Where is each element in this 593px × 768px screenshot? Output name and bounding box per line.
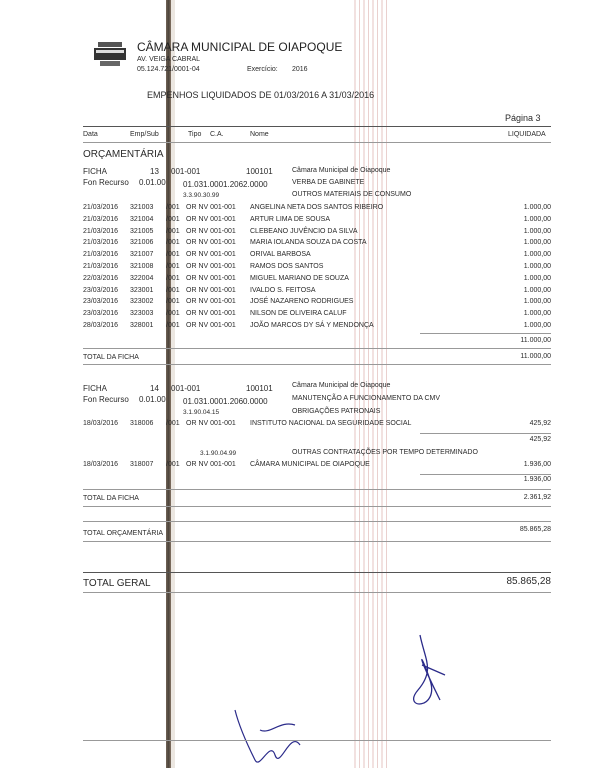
ficha-code: 001-001 [171, 167, 201, 176]
ficha-number: 13 [150, 167, 159, 176]
row-name: ARTUR LIMA DE SOUSA [250, 215, 331, 223]
ficha2-subtotal-2: 1.936,00 [523, 476, 551, 483]
row-value: 1.000,00 [523, 227, 551, 235]
row-sub: /001 [166, 298, 180, 306]
ficha1-total-label: TOTAL DA FICHA [83, 354, 139, 361]
program-code: 01.031.0001.2060.0000 [183, 397, 268, 406]
element-code: 3.1.90.04.99 [200, 450, 237, 457]
ficha2-total: 2.361,92 [523, 494, 551, 501]
municipal-crest [92, 40, 128, 68]
table-row [0, 275, 593, 286]
table-row [0, 310, 593, 321]
table-row [0, 228, 593, 239]
row-value: 1.000,00 [523, 322, 551, 329]
row-type: OR NV 001-001 [186, 215, 236, 223]
row-value: 425,92 [529, 420, 551, 427]
ficha1-total-rule [83, 348, 551, 349]
ficha-number: 14 [150, 384, 159, 393]
col-ca: C.A. [210, 131, 224, 138]
row-value: 1.936,00 [523, 461, 551, 468]
row-value: 1.000,00 [523, 239, 551, 247]
row-value: 1.000,00 [523, 310, 551, 318]
table-row [0, 263, 593, 274]
row-name: INSTITUTO NACIONAL DA SEGURIDADE SOCIAL [250, 420, 412, 427]
row-emp: 323001 [130, 286, 154, 294]
element-code: 3.3.90.30.99 [183, 192, 220, 199]
table-row [0, 420, 593, 431]
table-row [0, 251, 593, 262]
row-type: OR NV 001-001 [186, 310, 236, 318]
col-date: Data [83, 131, 98, 138]
col-name: Nome [250, 131, 269, 138]
element-name: OUTRAS CONTRATAÇÕES POR TEMPO DETERMINADO [292, 449, 478, 456]
row-sub: /001 [166, 461, 180, 468]
table-row [0, 287, 593, 298]
orcamentaria-rule [83, 521, 551, 522]
row-value: 1.000,00 [523, 286, 551, 294]
table-row [0, 204, 593, 215]
element-code: 3.1.90.04.15 [183, 409, 220, 416]
row-type: OR NV 001-001 [186, 263, 236, 270]
row-emp: 323002 [130, 298, 154, 306]
row-value: 1.000,00 [523, 204, 551, 211]
program-name: VERBA DE GABINETE [292, 179, 365, 186]
col-liquidated: LIQUIDADA [508, 131, 546, 138]
program-code: 01.031.0001.2062.0000 [183, 180, 268, 189]
cnpj: 05.124.721/0001-04 [137, 66, 200, 73]
row-type: OR NV 001-001 [186, 251, 236, 259]
ficha1-total-bottom-rule [83, 364, 551, 365]
table-row [0, 322, 593, 333]
program-name: MANUTENÇÃO A FUNCIONAMENTO DA CMV [292, 395, 441, 402]
row-sub: /001 [166, 322, 180, 329]
ficha-unit-name: Câmara Municipal de Oiapoque [292, 382, 391, 389]
row-sub: /001 [166, 310, 180, 318]
row-sub: /001 [166, 286, 180, 294]
element-name: OBRIGAÇÕES PATRONAIS [292, 408, 381, 415]
row-date: 22/03/2016 [83, 274, 119, 282]
signature-bottom [230, 700, 320, 765]
address: AV. VEIGA CABRAL [137, 56, 201, 63]
page-number: Página 3 [505, 113, 541, 123]
row-name: ANGELINA NETA DOS SANTOS RIBEIRO [250, 204, 384, 211]
ficha-unit: 100101 [246, 167, 273, 176]
row-date: 21/03/2016 [83, 263, 119, 270]
ficha2-total-label: TOTAL DA FICHA [83, 495, 139, 502]
row-sub: /001 [166, 274, 180, 282]
ficha1-subtotal: 11.000,00 [520, 337, 551, 344]
orcamentaria-bottom-rule [83, 541, 551, 542]
row-date: 21/03/2016 [83, 251, 119, 259]
header-rule [83, 126, 551, 127]
total-orcamentaria: 85.865,28 [519, 526, 551, 533]
fon-recurso-label: Fon Recurso [83, 178, 129, 187]
report-title: EMPENHOS LIQUIDADOS DE 01/03/2016 A 31/03/2016 [147, 90, 375, 100]
ficha-label: FICHA [83, 384, 107, 393]
row-sub: /001 [166, 227, 180, 235]
table-row [0, 298, 593, 309]
subtotal-rule [420, 433, 551, 434]
row-value: 1.000,00 [523, 215, 551, 223]
row-value: 1.000,00 [523, 263, 551, 270]
row-date: 21/03/2016 [83, 204, 119, 211]
row-type: OR NV 001-001 [186, 298, 236, 306]
section-title: ORÇAMENTÁRIA [83, 149, 164, 160]
exercise-year: 2016 [292, 66, 308, 73]
table-row [0, 216, 593, 227]
footer-rule [83, 740, 551, 741]
ficha2-total-rule [83, 489, 551, 490]
row-name: CÂMARA MUNICIPAL DE OIAPOQUE [250, 461, 370, 468]
ficha2-total-bottom-rule [83, 506, 551, 507]
row-emp: 318006 [130, 420, 154, 427]
row-name: IVALDO S. FEITOSA [250, 286, 316, 294]
row-emp: 321005 [130, 227, 154, 235]
row-name: MIGUEL MARIANO DE SOUZA [250, 274, 349, 282]
column-rule [83, 142, 551, 143]
row-sub: /001 [166, 251, 180, 259]
row-value: 1.000,00 [523, 298, 551, 306]
row-emp: 321004 [130, 215, 154, 223]
total-geral-rule [83, 572, 551, 573]
row-emp: 321007 [130, 251, 154, 259]
total-geral: 85.865,28 [506, 576, 551, 587]
fon-recurso-label: Fon Recurso [83, 395, 129, 404]
ficha-label: FICHA [83, 167, 107, 176]
row-type: OR NV 001-001 [186, 274, 236, 282]
row-type: OR NV 001-001 [186, 227, 236, 235]
row-date: 23/03/2016 [83, 298, 119, 306]
row-date: 23/03/2016 [83, 286, 119, 294]
row-emp: 323003 [130, 310, 154, 318]
institution-name: CÂMARA MUNICIPAL DE OIAPOQUE [137, 40, 343, 54]
ficha-unit-name: Câmara Municipal de Oiapoque [292, 167, 391, 174]
row-date: 21/03/2016 [83, 215, 119, 223]
table-row [0, 461, 593, 472]
table-row [0, 239, 593, 250]
row-date: 21/03/2016 [83, 227, 119, 235]
ficha2-subtotal-1: 425,92 [529, 436, 551, 443]
fon-recurso-value: 0.01.00 [139, 395, 166, 404]
subtotal-rule [420, 333, 551, 334]
ficha1-total: 11.000,00 [520, 353, 551, 360]
exercise-label: Exercício: [247, 66, 278, 73]
row-emp: 321003 [130, 204, 154, 211]
row-type: OR NV 001-001 [186, 461, 236, 468]
row-name: JOSÉ NAZARENO RODRIGUES [250, 298, 354, 306]
row-name: JOÃO MARCOS DY SÁ Y MENDONÇA [250, 322, 374, 329]
row-date: 21/03/2016 [83, 239, 119, 247]
row-type: OR NV 001-001 [186, 322, 236, 329]
row-type: OR NV 001-001 [186, 204, 236, 211]
signature-right [400, 630, 460, 720]
row-value: 1.000,00 [523, 251, 551, 259]
row-emp: 322004 [130, 274, 154, 282]
row-date: 18/03/2016 [83, 420, 119, 427]
col-emp: Emp/Sub [130, 131, 159, 138]
row-type: OR NV 001-001 [186, 239, 236, 247]
row-name: MARIA IOLANDA SOUZA DA COSTA [250, 239, 367, 247]
row-name: NILSON DE OLIVEIRA CALUF [250, 310, 347, 318]
row-date: 18/03/2016 [83, 461, 119, 468]
row-sub: /001 [166, 263, 180, 270]
row-sub: /001 [166, 204, 180, 211]
element-name: OUTROS MATERIAIS DE CONSUMO [292, 191, 412, 198]
ficha-code: 001-001 [171, 384, 201, 393]
row-sub: /001 [166, 420, 180, 427]
row-name: ORIVAL BARBOSA [250, 251, 311, 259]
row-date: 28/03/2016 [83, 322, 119, 329]
row-type: OR NV 001-001 [186, 420, 236, 427]
row-type: OR NV 001-001 [186, 286, 236, 294]
total-geral-label: TOTAL GERAL [83, 578, 151, 589]
row-name: RAMOS DOS SANTOS [250, 263, 324, 270]
total-orcamentaria-label: TOTAL ORÇAMENTÁRIA [83, 530, 163, 537]
row-emp: 321006 [130, 239, 154, 247]
row-sub: /001 [166, 239, 180, 247]
row-emp: 318007 [130, 461, 154, 468]
subtotal-rule [420, 474, 551, 475]
row-emp: 321008 [130, 263, 154, 270]
row-date: 23/03/2016 [83, 310, 119, 318]
row-sub: /001 [166, 215, 180, 223]
total-geral-bottom-rule [83, 592, 551, 593]
row-name: CLEBEANO JUVÊNCIO DA SILVA [250, 227, 358, 235]
ficha-unit: 100101 [246, 384, 273, 393]
fon-recurso-value: 0.01.00 [139, 178, 166, 187]
col-tipo: Tipo [188, 131, 202, 138]
row-value: 1.000,00 [523, 274, 551, 282]
row-emp: 328001 [130, 322, 154, 329]
